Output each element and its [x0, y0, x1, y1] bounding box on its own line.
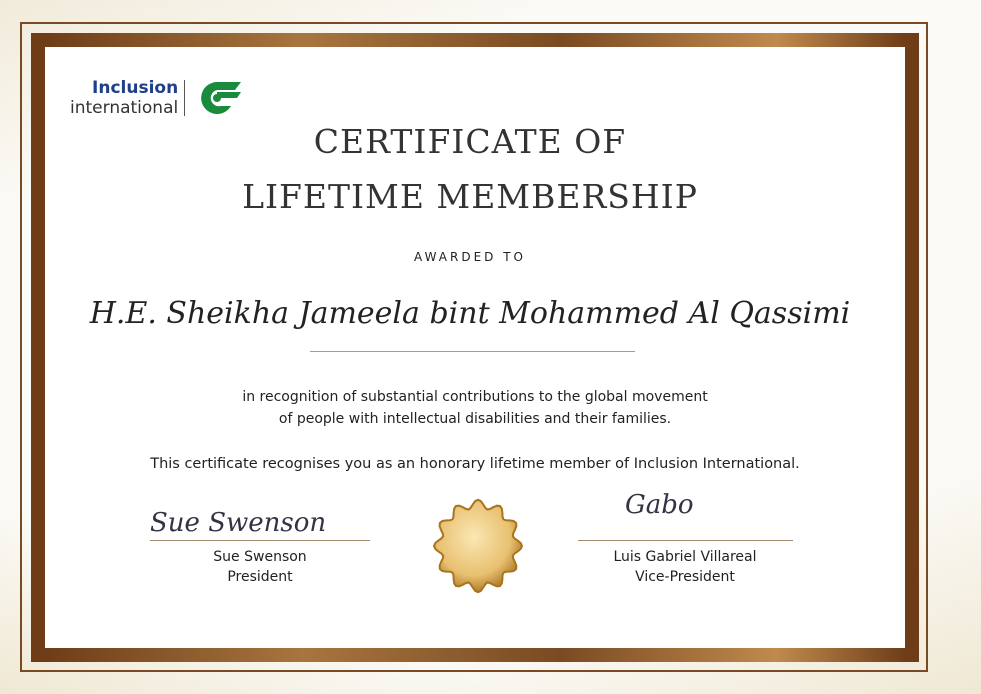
signatory-vice-president [585, 547, 785, 587]
signatory-president [160, 547, 360, 587]
signature-line-vice-president [578, 540, 793, 541]
signatory-name: Sue Swenson [213, 549, 307, 565]
recognition-line1: in recognition of substantial contributions to the global movement [242, 389, 708, 405]
signatory-name: Luis Gabriel Villareal [613, 549, 757, 565]
recipient-name: H.E. Sheikha Jameela bint Mohammed Al Qassimi [89, 296, 851, 331]
logo-line1: Inclusion [92, 78, 179, 98]
inclusion-international-logo [70, 78, 243, 118]
signature-line-president [150, 540, 370, 541]
logo-line2: international [70, 98, 179, 118]
signatory-role: Vice-President [635, 569, 735, 585]
signatory-role: President [227, 569, 293, 585]
logo-divider [184, 80, 185, 116]
recipient-underline [310, 351, 635, 352]
recognition-line2: of people with intellectual disabilities and their families. [278, 411, 672, 427]
logo-mark-icon [191, 78, 243, 118]
membership-statement: This certificate recognises you as an honorary lifetime member of Inclusion International. [150, 456, 800, 472]
gold-seal-icon [430, 498, 526, 594]
seal-shape [434, 500, 522, 592]
certificate-title-line1: CERTIFICATE OF [313, 122, 627, 161]
signature-gabo: Gabo [625, 490, 694, 520]
awarded-to-label: AWARDED TO [414, 250, 526, 264]
signature-sue-swenson: Sue Swenson [150, 508, 327, 538]
certificate-title-line2: LIFETIME MEMBERSHIP [242, 177, 698, 216]
